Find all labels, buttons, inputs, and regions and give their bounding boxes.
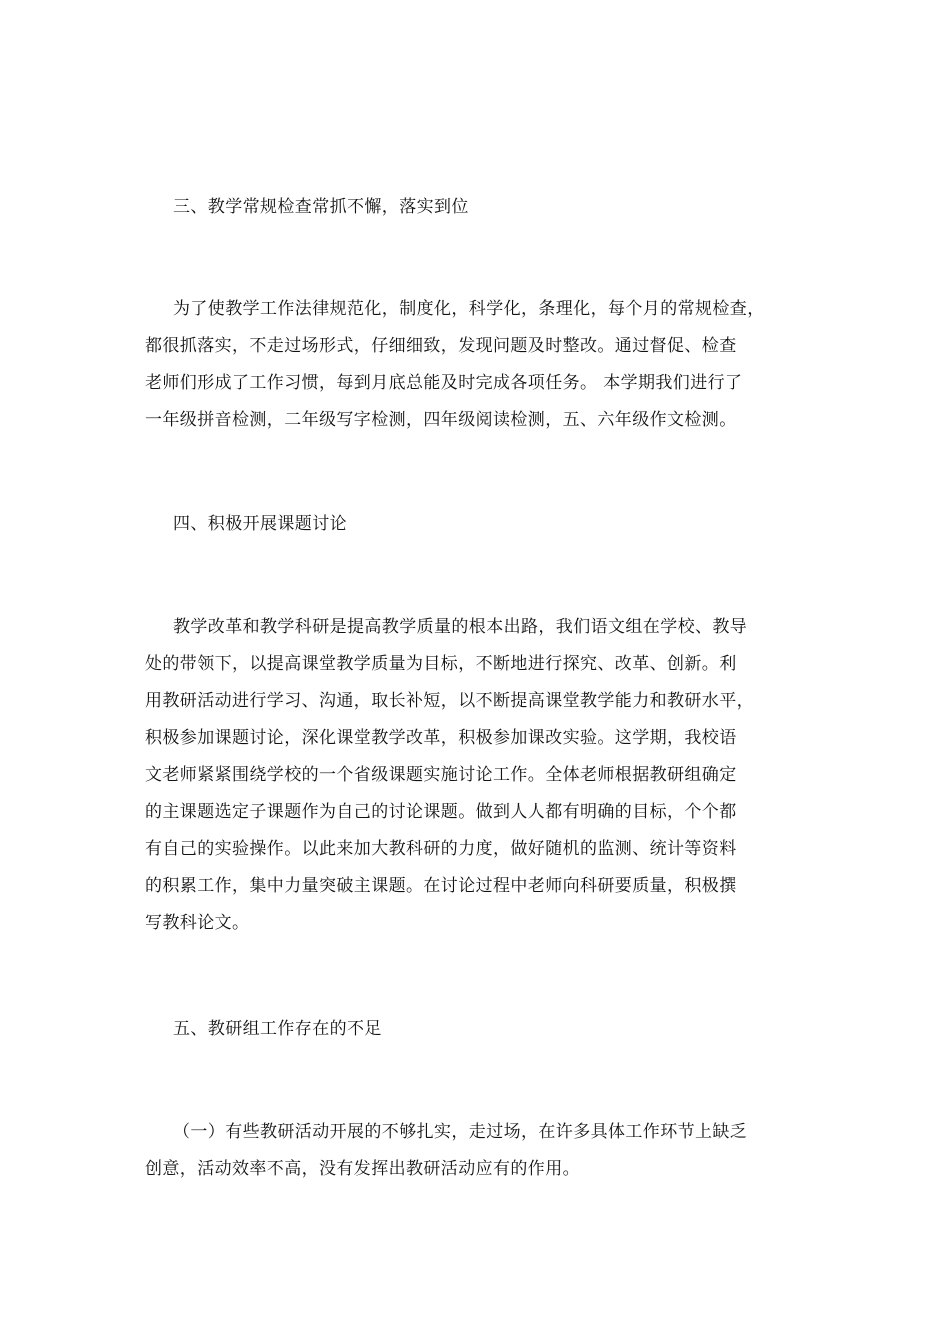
paragraph-line: 的积累工作，集中力量突破主课题。在讨论过程中老师向科研要质量，积极撰 xyxy=(145,876,737,896)
paragraph-line: 为了使教学工作法律规范化，制度化，科学化，条理化，每个月的常规检查， xyxy=(173,299,765,319)
paragraph-line: 老师们形成了工作习惯，每到月底总能及时完成各项任务。 本学期我们进行了 xyxy=(145,373,743,393)
paragraph-line: 的主课题选定子课题作为自己的讨论课题。做到人人都有明确的目标，个个都 xyxy=(145,802,737,822)
section-heading-4: 四、积极开展课题讨论 xyxy=(173,514,347,534)
paragraph-line: （一）有些教研活动开展的不够扎实，走过场，在许多具体工作环节上缺乏 xyxy=(173,1122,748,1142)
paragraph-line: 用教研活动进行学习、沟通，取长补短，以不断提高课堂教学能力和教研水平， xyxy=(145,691,754,711)
section-heading-3: 三、教学常规检查常抓不懈，落实到位 xyxy=(173,197,469,217)
paragraph-line: 都很抓落实，不走过场形式，仔细细致，发现问题及时整改。通过督促、检查 xyxy=(145,336,737,356)
paragraph-line: 写教科论文。 xyxy=(145,913,250,933)
paragraph-line: 处的带领下，以提高课堂教学质量为目标，不断地进行探究、改革、创新。利 xyxy=(145,654,737,674)
section-heading-5: 五、教研组工作存在的不足 xyxy=(173,1019,382,1039)
paragraph-line: 创意，活动效率不高，没有发挥出教研活动应有的作用。 xyxy=(145,1159,580,1179)
paragraph-line: 一年级拼音检测，二年级写字检测，四年级阅读检测，五、六年级作文检测。 xyxy=(145,410,737,430)
paragraph-line: 积极参加课题讨论，深化课堂教学改革，积极参加课改实验。这学期，我校语 xyxy=(145,728,737,748)
paragraph-line: 文老师紧紧围绕学校的一个省级课题实施讨论工作。全体老师根据教研组确定 xyxy=(145,765,737,785)
paragraph-line: 有自己的实验操作。以此来加大教科研的力度，做好随机的监测、统计等资料 xyxy=(145,839,737,859)
paragraph-line: 教学改革和教学科研是提高教学质量的根本出路，我们语文组在学校、教导 xyxy=(173,617,748,637)
